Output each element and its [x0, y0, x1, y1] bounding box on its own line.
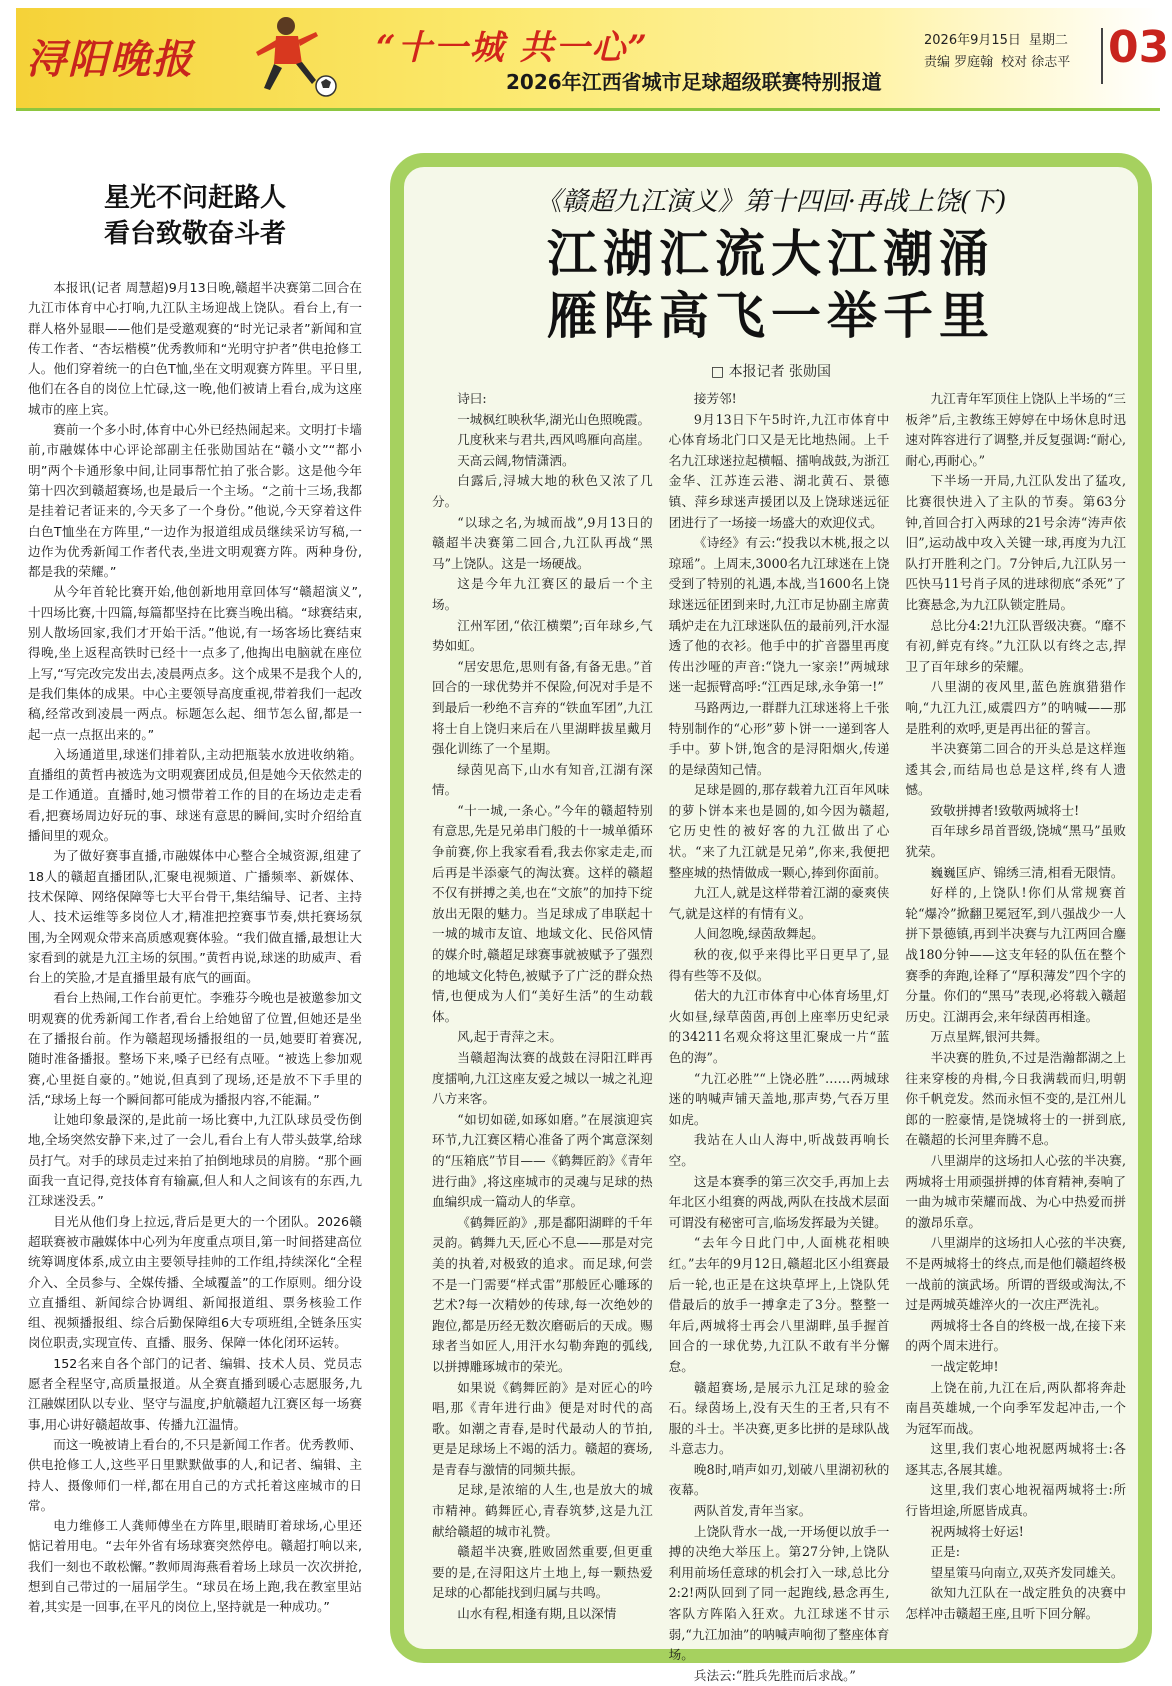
paragraph: 一战定乾坤!: [930, 1358, 999, 1374]
paragraph: 足球是圆的,那存载着九江百年风味的萝卜饼本来也是圆的,如今因为赣超,它历史性的被好客的九江做出了心状。“来了九江就是兄弟”,你来,我便把整座城的热情做成一颗心,捧到你面前。: [668, 782, 890, 880]
paragraph: 江州军团,“依江横槊”;百年球乡,气势如虹。: [432, 617, 653, 654]
paragraph: 这里,我们衷心地祝福两城将士:所行皆坦途,所愿皆成真。: [905, 1482, 1127, 1519]
header-divider: [1101, 28, 1103, 84]
special-report-slogan: “十一城 共一心”: [376, 28, 649, 68]
issue-weekday: 星期二: [1028, 33, 1068, 48]
paragraph: 足球,是浓缩的人生,也是放大的城市精神。鹤舞匠心,青春筑梦,这是九江献给赣超的城市礼赞。: [432, 1482, 653, 1539]
paragraph: 半决赛的胜负,不过是浩瀚都湖之上往来穿梭的舟楫,今日我满载而归,明朝你千帆竞发。然而永恒不变的,是江州儿郎的一腔豪情,是饶城将士的一拼到底,在赣超的长河里奔腾不息。: [905, 1050, 1127, 1148]
football-player-icon: [216, 12, 346, 104]
paragraph: 电力维修工人龚师傅坐在方阵里,眼睛盯着球场,心里还惦记着用电。“去年外省有场球赛突然停电。赣超打响以来,我们一刻也不敢松懈。”教师周海燕看着场上球员一次次拼抢,想到自己带过的一届届学生。“球员在场上跑,我在教室里站着,其实是一回事,在平凡的岗位上,坚持就是一种成功。”: [28, 1518, 362, 1615]
paragraph: 九江人,就是这样带着江湖的豪爽侠气,就是这样的有情有义。: [668, 885, 890, 921]
paragraph: 赛前一个多小时,体育中心外已经热闹起来。文明打卡墙前,市融媒体中心评论部副主任张勋国站在“赣小文”“都小明”两个卡通形象中间,让同事帮忙拍了张合影。这是他今年第十四次到赣超赛场,也是最后一个主场。“之前十三场,我都是挂着记者证来的,今天多了一个身份。”他说,今天穿着这件白色T恤坐在方阵里,“一边作为报道组成员继续采访写稿,一边作为优秀新闻工作者代表,坐进文明观赛方阵。两种身份,都是我的荣耀。”: [28, 422, 362, 580]
paragraph: 这是今年九江赛区的最后一个主场。: [432, 576, 653, 612]
page-number: 03: [1108, 22, 1170, 73]
paragraph: “以球之名,为城而战”,9月13日的赣超半决赛第二回合,九江队再战“黑马”上饶队。这是一场硬战。: [432, 514, 653, 571]
paragraph: 半决赛第二回合的开头总是这样迤逶其会,而结局也总是这样,终有人遗憾。: [905, 741, 1127, 798]
paragraph: 山水有程,相逢有期,且以深情: [457, 1606, 617, 1622]
paragraph: 入场通道里,球迷们排着队,主动把瓶装水放进收纳箱。直播组的黄哲冉被选为文明观赛团成员,但是她今天依然走的是工作通道。直播时,她习惯带着工作的目的在场边走走看看,把赛场周边好玩的事、球迷有意思的瞬间,实时介绍给直播间里的观众。: [28, 746, 362, 844]
headline-line-1: 江湖汇流大江潮涌: [547, 225, 995, 283]
paragraph: 为了做好赛事直播,市融媒体中心整合全城资源,组建了18人的赣超直播团队,汇聚电视频道、广播频率、新媒体、技术保障、网络保障等七大平台骨干,集结编导、记者、主持人、技术运维等多岗位人才,精准把控赛事节奏,烘托赛场氛围,为全网观众带来高质感观赛体验。“我们做直播,最想让大家看到的就是九江主场的氛围。”黄哲冉说,球迷的助威声、看台上的笑脸,才是直播里最有底气的画面。: [28, 848, 362, 986]
newspaper-logo: 浔阳晚报: [26, 36, 194, 83]
feature-column-1: [432, 389, 653, 1639]
feature-headline: [404, 223, 1138, 347]
paragraph: 赣超半决赛,胜败固然重要,但更重要的是,在浔阳这片土地上,每一颗热爱足球的心都能找到归属与共鸣。: [432, 1544, 653, 1601]
paragraph: 八里湖的夜风里,蓝色旌旗猎猎作响,“九江九江,威震四方”的呐喊——那是胜利的欢呼,更是再出征的誓言。: [905, 679, 1127, 736]
editor-credit: 责编 罗庭翰: [924, 55, 994, 70]
paragraph: “十一城,一条心。”今年的赣超特别有意思,先是兄弟串门般的十一城单循环争前赛,你上我家看看,我去你家走走,而后再是半添豪气的淘汰赛。这样的赣超不仅有拼搏之美,也在“文旅”的加持下绽放出无限的魅力。当足球成了串联起十一城的城市友谊、地域文化、民俗风情的媒介时,赣超足球赛事就被赋予了强烈的地域文化特色,被赋予了广泛的群众热情,也便成为人们“美好生活”的生动载体。: [432, 802, 653, 1024]
masthead-banner: [16, 8, 1170, 111]
feature-column-2: [668, 389, 890, 1683]
paragraph: 巍巍匡庐、锦绣三清,相看无限情。: [930, 864, 1124, 880]
paragraph: 秋的夜,似乎来得比平日更早了,显得有些等不及似。: [668, 947, 890, 983]
paragraph: 百年球乡昂首晋级,饶城“黑马”虽败犹荣。: [905, 823, 1127, 860]
paragraph: 好样的,上饶队!你们从常规赛首轮“爆冷”掀翻卫冕冠军,到八强战少一人拼下景德镇,再到半决赛与九江两回合鏖战180分钟——这支年轻的队伍在整个赛季的奔跑,诠释了“厚积薄发”四个字的分量。你们的“黑马”表现,必将载入赣超历史。江湖再会,来年绿茵再相逢。: [905, 885, 1127, 1024]
feature-article-box: [390, 153, 1152, 1683]
paragraph: 《鹤舞匠韵》,那是鄱阳湖畔的千年灵韵。鹤舞九天,匠心不息——那是对完美的执着,对极致的追求。而足球,何尝不是一门需要“样式雷”那般匠心雕琢的艺术?每一次精妙的传球,每一次绝妙的跑位,都是历经无数次磨砺后的天成。赐球者当如匠人,用汗水勾勒奔跑的弧线,以拼搏雕琢城市的荣光。: [432, 1214, 653, 1374]
paragraph: 祝两城将士好运!: [930, 1523, 1024, 1539]
paragraph: 看台上热闹,工作台前更忙。李雅芬今晚也是被邀参加文明观赛的优秀新闻工作者,看台上给她留了位置,但她还是坐在了播报台前。作为赣超现场播报组的一员,她要盯着赛况,随时准备播报。整场下来,嗓子已经有点哑。“被选上参加观赛,心里挺自豪的。”她说,但真到了现场,还是放不下手里的活,“球场上每一个瞬间都可能成为播报内容,不能漏。”: [28, 990, 362, 1107]
paragraph: 几度秋来与君共,西风鸣雁向高崖。: [457, 432, 651, 448]
paragraph: 天高云阔,物情潇洒。: [457, 452, 575, 468]
issue-meta: [924, 30, 1078, 74]
paragraph: 兵法云:“胜兵先胜而后求战。”: [693, 1667, 856, 1683]
paragraph: 总比分4:2!九江队晋级决赛。“靡不有初,鲜克有终。”九江队以有终之志,捍卫了百年球乡的荣耀。: [905, 617, 1127, 674]
headline-line-2: 雁阵高飞一举千里: [547, 287, 995, 345]
paragraph: 两城将士各自的终极一战,在接下来的两个周末进行。: [905, 1317, 1127, 1354]
paragraph: 九江青年军顶住上饶队上半场的“三板斧”后,主教练王婷婷在中场休息时迅速对阵容进行了调整,并反复强调:“耐心,耐心,再耐心。”: [905, 391, 1127, 468]
paragraph: 152名来自各个部门的记者、编辑、技术人员、党员志愿者全程坚守,高质量报道。从全赛直播到暖心志愿服务,九江融媒团队以专业、坚守与温度,护航赣超九江赛区每一场赛事,用心讲好赣超故事、传播九江温情。: [28, 1355, 362, 1432]
feature-byline: □ 本报记者 张勋国: [710, 364, 832, 380]
paragraph: 绿茵见高下,山水有知音,江湖有深情。: [432, 761, 653, 798]
paragraph: 《诗经》有云:“投我以木桃,报之以琼瑶”。上周末,3000名九江球迷在上饶受到了特别的礼遇,本战,当1600名上饶球迷远征团到来时,九江市足协副主席黄瑀炉走在九江球迷队伍的最前列,汗水湿透了他的衣衫。他手中的扩音器里再度传出沙哑的声音:“饶九一家亲!”两城球迷一起振臂高呼:“江西足球,永争第一!”: [668, 535, 890, 695]
paragraph: 下半场一开局,九江队发出了猛攻,比赛很快进入了主队的节奏。第63分钟,首回合打入两球的21号余涛“涛声依旧”,运动战中攻入关键一球,再度为九江队打开胜利之门。7分钟后,九江队另一匹快马11号肖子凤的进球彻底“杀死”了比赛悬念,为九江队锁定胜局。: [905, 473, 1127, 612]
feature-column-3: [905, 389, 1126, 1639]
left-article-body: [28, 278, 362, 1618]
paragraph: 本报讯(记者 周慧超)9月13日晚,赣超半决赛第二回合在九江市体育中心打响,九江队主场迎战上饶队。看台上,有一群人格外显眼——他们是受邀观赛的“时光记录者”新闻和宣传工作者、“杏坛楷模”优秀教师和“光明守护者”供电抢修工人。他们穿着统一的白色T恤,坐在文明观赛方阵里。平日里,他们在各自的岗位上忙碌,这一晚,他们被请上看台,成为这座城市的座上宾。: [28, 280, 362, 417]
paragraph: 马路两边,一群群九江球迷将上千张特别制作的“心形”萝卜饼一一递到客人手中。萝卜饼,饱含的是浔阳烟火,传递的是绿茵知己情。: [668, 699, 890, 777]
paragraph: 而这一晚被请上看台的,不只是新闻工作者。优秀教师、供电抢修工人,这些平日里默默做事的人,和记者、编辑、主持人、摄像师们一样,都在用自己的方式托着这座城市的日常。: [28, 1436, 362, 1513]
paragraph: 上饶队背水一战,一开场便以放手一搏的决绝大举压上。第27分钟,上饶队利用前场任意球的机会打入一球,总比分2:2!两队回到了同一起跑线,悬念再生,客队方阵陷入狂欢。九江球迷不甘示弱,“九江加油”的呐喊声响彻了整座体育场。: [668, 1523, 890, 1663]
paragraph: 这里,我们衷心地祝愿两城将士:各逐其志,各展其雄。: [905, 1441, 1127, 1477]
paragraph: 八里湖岸的这场扣人心弦的半决赛,两城将士用顽强拼搏的体育精神,奏响了一曲为城市荣耀而战、为心中热爱而拼的激昂乐章。: [905, 1152, 1127, 1230]
paragraph: 9月13日下午5时许,九江市体育中心体育场北门口又是无比地热闹。上千名九江球迷拉起横幅、擂响战鼓,为浙江金华、江苏连云港、湖北黄石、景德镇、萍乡球迷声援团以及上饶球迷远征团进行了一场接一场盛大的欢迎仪式。: [668, 411, 890, 530]
left-title-line-2: 看台致敬奋斗者: [103, 219, 286, 249]
paragraph: 这是本赛季的第三次交手,再加上去年北区小组赛的两战,两队在技战术层面可谓没有秘密可言,临场发挥最为关键。: [668, 1173, 890, 1230]
paragraph: 我站在人山人海中,听战鼓再响长空。: [668, 1132, 890, 1168]
paragraph: 目光从他们身上拉远,背后是更大的一个团队。2026赣超联赛被市融媒体中心列为年度重点项目,第一时间搭建高位统筹调度体系,成立由主要领导挂帅的工作组,持续深化“全程介入、全员参与、全媒传播、全域覆盖”的工作原则。细分设立直播组、新闻综合协调组、新闻报道组、票务核验工作组、视频播报组、综合后勤保障组6大专项班组,全链条压实岗位职责,实现宣传、直播、服务、保障一体化闭环运转。: [28, 1213, 362, 1351]
paragraph: 白露后,浔城大地的秋色又浓了几分。: [432, 473, 653, 509]
paragraph: 晚8时,哨声如刃,划破八里湖初秋的夜幕。: [668, 1461, 890, 1498]
paragraph: 上饶在前,九江在后,两队都将奔赴南昌英雄城,一个向季军发起冲击,一个为冠军而战。: [905, 1379, 1127, 1436]
left-article: [28, 180, 362, 1618]
paragraph: “如切如磋,如琢如磨。”在展演迎宾环节,九江赛区精心准备了两个寓意深刻的“压箱底”节目——《鹤舞匠韵》《青年进行曲》,将这座城市的灵魂与足球的热血编织成一篇动人的华章。: [432, 1111, 653, 1210]
paragraph: 偌大的九江市体育中心体育场里,灯火如昼,绿草茵茵,再创上座率历史纪录的34211名观众将这里汇聚成一片“蓝色的海”。: [668, 988, 890, 1065]
paragraph: 正是:: [930, 1544, 960, 1560]
special-report-subtitle: 2026年江西省城市足球超级联赛特别报道: [506, 70, 882, 94]
paragraph: 八里湖岸的这场扣人心弦的半决赛,不是两城将士的终点,而是他们赣超终极一战前的演武场。所谓的晋级或淘汰,不过是两城英雄淬火的一次庄严洗礼。: [905, 1235, 1127, 1313]
paragraph: 风,起于青萍之末。: [457, 1029, 562, 1045]
paragraph: 如果说《鹤舞匠韵》是对匠心的吟唱,那《青年进行曲》便是对时代的高歌。如潮之青春,是时代最动人的节拍,更是足球场上不竭的活力。赣超的赛场,是青春与激情的同频共振。: [432, 1379, 653, 1477]
paragraph: 人间忽晚,绿茵敌舞起。: [693, 926, 824, 942]
paragraph: “九江必胜”“上饶必胜”……两城球迷的呐喊声铺天盖地,那声势,气吞万里如虎。: [668, 1070, 890, 1127]
paragraph: 当赣超淘汰赛的战鼓在浔阳江畔再度擂响,九江这座友爱之城以一城之礼迎八方来客。: [432, 1050, 653, 1107]
paragraph: 赣超赛场,是展示九江足球的验金石。绿茵场上,没有天生的王者,只有不服的斗士。半决赛,更多比拼的是球队战斗意志力。: [668, 1379, 890, 1457]
paragraph: “居安思危,思则有备,有备无患。”首回合的一球优势并不保险,何况对手是不到最后一秒绝不言弃的“铁血军团”,九江将士自上饶归来后在八里湖畔拔星戴月强化训练了一个星期。: [432, 658, 653, 757]
paragraph: 万点星辉,银河共舞。: [930, 1029, 1048, 1045]
feature-columns: [432, 389, 1127, 1683]
paragraph: 让她印象最深的,是此前一场比赛中,九江队球员受伤倒地,全场突然安静下来,过了一会儿,看台上有人带头鼓掌,给球员打气。对手的球员走过来拍了拍倒地球员的肩膀。“那个画面我一直记得,竞技体育有输赢,但人和人之间该有的东西,九江球迷没丢。”: [28, 1112, 362, 1209]
issue-date: 2026年9月15日: [924, 33, 1021, 48]
paragraph: “去年今日此门中,人面桃花相映红。”去年的9月12日,赣超北区小组赛最后一轮,也正是在这块草坪上,上饶队凭借最后的放手一搏拿走了3分。整整一年后,两城将士再会八里湖畔,虽手握首回合的一球优势,九江队不敢有半分懈怠。: [668, 1235, 890, 1374]
feature-rubric: 《赣超九江演义》第十四回·再战上饶(下): [535, 187, 1007, 217]
paragraph: 诗曰:: [457, 391, 487, 406]
left-article-title: [28, 180, 362, 252]
left-title-line-1: 星光不问赶路人: [103, 183, 286, 213]
paragraph: 从今年首轮比赛开始,他创新地用章回体写“赣超演义”,十四场比赛,十四篇,每篇都坚持在比赛当晚出稿。“球赛结束,别人散场回家,我们才开始干活。”他说,有一场客场比赛结束得晚,坐上返程高铁时已经十一点多了,他掏出电脑就在座位上写,“写完改完发出去,凌晨两点多。这个成果不是我个人的,是我们集体的成果。中心主要领导高度重视,带着我们一起改稿,经常改到凌晨一两点。标题怎么起、细节怎么留,都是一起一点一点抠出来的。”: [28, 584, 362, 742]
paragraph: 两队首发,青年当家。: [693, 1503, 812, 1519]
proofreader-credit: 校对 徐志平: [1001, 55, 1071, 70]
paragraph: 欲知九江队在一战定胜负的决赛中怎样冲击赣超王座,且听下回分解。: [905, 1585, 1127, 1622]
paragraph: 望星策马向南立,双英齐发同雄关。: [930, 1564, 1124, 1580]
paragraph: 一城枫红映秋华,湖光山色照晚霞。: [457, 411, 651, 427]
paragraph: 致敬拼搏者!致敬两城将士!: [930, 802, 1080, 818]
paragraph: 接芳邻!: [693, 391, 737, 406]
